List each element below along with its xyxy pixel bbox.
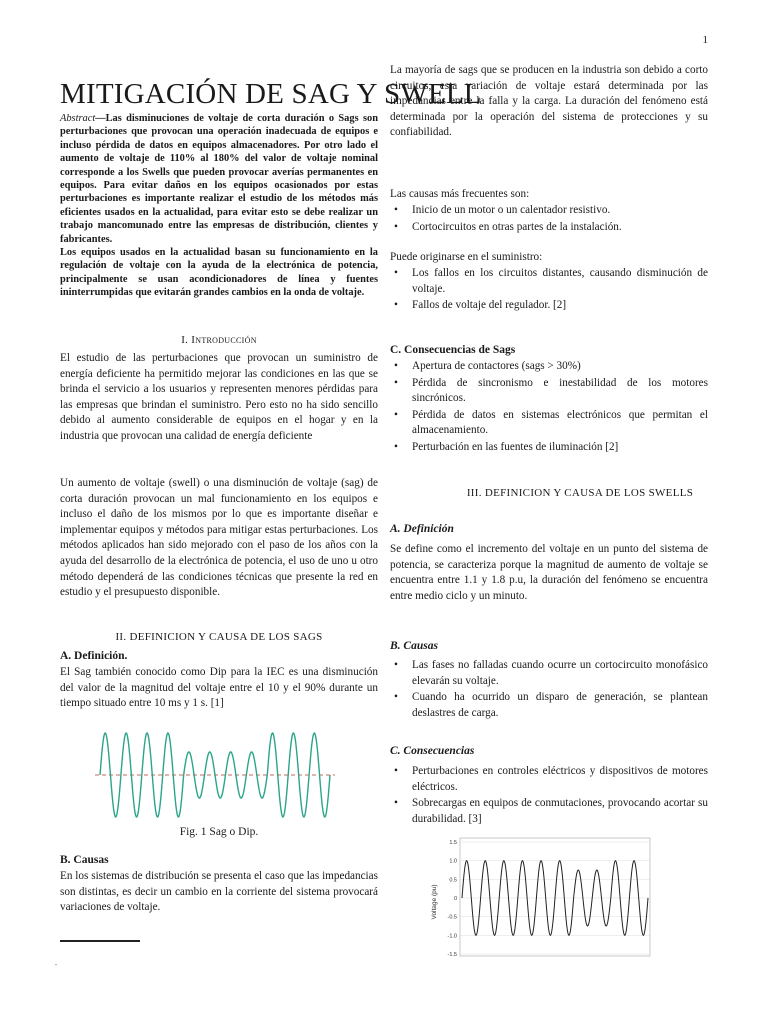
list-item: • Inicio de un motor o un calentador resistivo. bbox=[390, 203, 708, 219]
intro-heading: I. Introducción bbox=[181, 334, 257, 346]
sags-def-heading: A. Definición. bbox=[60, 650, 128, 662]
supply-intro: Puede originarse en el suministro: bbox=[390, 251, 543, 263]
list-item: • Fallos de voltaje del regulador. [2] bbox=[390, 298, 708, 314]
list-item: • Cortocircuitos en otras partes de la instalación. bbox=[390, 220, 708, 236]
swells-heading: III. DEFINICION Y CAUSA DE LOS SWELLS bbox=[466, 487, 694, 499]
list-item: • Perturbación en las fuentes de iluminación [2] bbox=[390, 440, 708, 456]
supply-causes-list bbox=[390, 266, 708, 315]
swell-ytick-label: 1.0 bbox=[449, 858, 457, 865]
abstract-text-2: Los equipos usados en la actualidad basan su funcionamiento en la regulación de voltaje con la ayuda de la electrónica de potencia, principalmente se usan acondicionadores de línea y fuentes ininterrumpidas que evitarán grandes cambios en la onda de voltaje. bbox=[60, 247, 378, 299]
sags-causes-text: En los sistemas de distribución se presenta el caso que las impedancias son distintas, es decir un cambio en la corriente del sistema provocará variaciones de voltaje. bbox=[60, 870, 378, 914]
sag-figure bbox=[90, 722, 340, 822]
page-number: 1 bbox=[702, 34, 708, 46]
swells-def-heading: A. Definición bbox=[390, 523, 454, 535]
sags-consequences-list bbox=[390, 359, 708, 457]
sags-causes-heading: B. Causas bbox=[60, 854, 109, 866]
list-item: • Sobrecargas en equipos de conmutaciones, provocando acortar su durabilidad. [3] bbox=[390, 796, 708, 827]
list-item: • Apertura de contactores (sags > 30%) bbox=[390, 359, 708, 375]
sag-waveform bbox=[100, 733, 330, 817]
page-title: MITIGACIÓN DE SAG Y SWELL bbox=[60, 78, 482, 110]
swell-ytick-label: -1.5 bbox=[447, 952, 457, 958]
swells-def-text: Se define como el incremento del voltaje en un punto del sistema de potencia, se caracteriza porque la magnitud de aumento de voltaje se encuentra entre 1.1 y 1.8 p.u, la duración del fenómeno se encuentra entre medio ciclo y un minuto. bbox=[390, 543, 708, 602]
abstract-dash: — bbox=[95, 113, 106, 124]
footnote-rule bbox=[60, 940, 140, 942]
abstract bbox=[60, 112, 378, 300]
frequent-causes-intro: Las causas más frecuentes son: bbox=[390, 188, 530, 200]
swell-ytick-label: 1.5 bbox=[449, 840, 457, 846]
list-item: • Pérdida de sincronismo e inestabilidad de los motores sincrónicos. bbox=[390, 376, 708, 407]
swell-ytick-label: 0 bbox=[453, 896, 457, 902]
swell-ylabel: Voltage (pu) bbox=[431, 884, 438, 920]
swells-consequences-heading: C. Consecuencias bbox=[390, 745, 475, 757]
list-item: • Perturbaciones en controles eléctricos y dispositivos de motores eléctricos. bbox=[390, 764, 708, 795]
swell-ytick-label: -0.5 bbox=[447, 914, 457, 921]
list-item: • Los fallos en los circuitos distantes, causando disminución de voltaje. bbox=[390, 266, 708, 297]
swells-consequences-list bbox=[390, 764, 708, 828]
intro-paragraph-2: Un aumento de voltaje (swell) o una disminución de voltaje (sag) de corta duración provocan un mal funcionamiento en los equipos e incluso el daño de los mismos por lo que es importante diseñar e implementar equipos y métodos para mitigar estas perturbaciones. Los métodos aplicados han sido mejorado con el paso de los años con la ayuda del desarrollo de la electrónica de potencia, el uso de uno u otro método dependerá de las condiciones técnicas que presente la red en estudio y el presupuesto disponible. bbox=[60, 477, 378, 599]
list-item: • Las fases no falladas cuando ocurre un cortocircuito monofásico elevarán su voltaje. bbox=[390, 658, 708, 689]
swell-ytick-label: -1.0 bbox=[447, 933, 457, 940]
swell-ytick-label: 0.5 bbox=[449, 877, 457, 884]
sags-consequences-heading: C. Consecuencias de Sags bbox=[390, 344, 516, 356]
swells-causes-heading: B. Causas bbox=[390, 640, 438, 652]
sags-def-text: El Sag también conocido como Dip para la IEC es una disminución del valor de la magnitud del voltaje entre el 10 y el 90% durante un tiempo situado entre 10 ms y 1 s. [1] bbox=[60, 666, 378, 710]
sag-figure-caption: Fig. 1 Sag o Dip. bbox=[179, 826, 259, 838]
list-item: • Pérdida de datos en sistemas electrónicos que permitan el almacenamiento. bbox=[390, 408, 708, 439]
sags-heading: II. DEFINICION Y CAUSA DE LOS SAGS bbox=[115, 631, 323, 643]
swells-causes-list bbox=[390, 658, 708, 722]
swell-figure bbox=[430, 832, 660, 962]
sags-col2-paragraph: La mayoría de sags que se producen en la industria son debido a corto circuitos, esta variación de voltaje estará determinada por las impedancias entre la falla y la carga. La duración del fenómeno está determinada por la operación del sistema de protecciones y su confiabilidad. bbox=[390, 64, 708, 139]
frequent-causes-list bbox=[390, 203, 708, 236]
abstract-text-1: Las disminuciones de voltaje de corta duración o Sags son perturbaciones que provocan una operación inadecuada de equipos e incluso pérdida de datos en equipos almacenadores. Por otro lado el aumento de voltaje de 110% al 180% del valor de voltaje nominal corresponde a los Swells que pueden provocar averías permanentes en equipos. Para evitar daños en los equipos ocasionados por estas perturbaciones es importante realizar el estudio de los métodos más eficientes usados en la actualidad, para evitar esto se debe realizar un trabajo mancomunado entre las empresas de distribución, clientes y fabricantes. bbox=[60, 113, 378, 245]
footnote-mark: . bbox=[55, 958, 57, 967]
abstract-label: Abstract bbox=[60, 113, 96, 124]
list-item: • Cuando ha ocurrido un disparo de generación, se plantean deslastres de carga. bbox=[390, 690, 708, 721]
intro-paragraph-1: El estudio de las perturbaciones que provocan un suministro de energía deficiente ha permitido mejorar las condiciones en las que se brinda el servicio a los usuarios y representen menores pérdidas para las empresas que brindan el suministro. Pero esto no ha sido sencillo debido al aumento considerable de equipos en el hogar y en la industria que provocan una calidad de energía deficiente bbox=[60, 352, 378, 442]
